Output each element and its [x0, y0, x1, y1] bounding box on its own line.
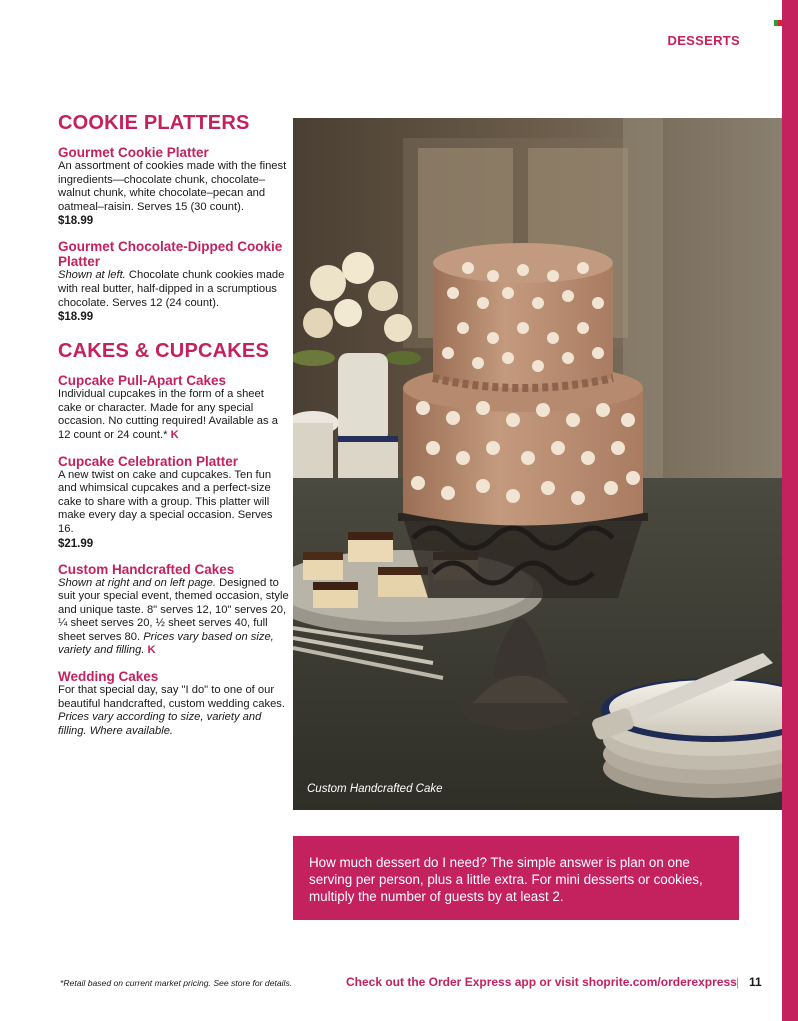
vase [338, 353, 388, 443]
item-note: Shown at left. [58, 269, 126, 282]
section-title-cakes-cupcakes: CAKES & CUPCAKES [58, 340, 270, 363]
item-title: Wedding Cakes [58, 669, 159, 685]
item-title: Cupcake Celebration Platter [58, 453, 239, 469]
kosher-mark: K [147, 644, 156, 657]
item-pricing-note: Prices vary based on size, variety and filling. [58, 630, 274, 657]
item-cupcake-celebration-platter [58, 454, 290, 551]
section-title-cookie-platters: COOKIE PLATTERS [58, 112, 250, 134]
kosher-mark: K [170, 428, 179, 441]
item-desc [58, 684, 290, 738]
tip-box [293, 836, 739, 920]
item-cupcake-pull-apart-cakes [58, 373, 290, 442]
item-desc-text: For that special day, say "I do" to one of our beautiful handcrafted, custom wedding cakes. [58, 684, 285, 710]
item-note: Shown at right and on left page. [58, 576, 216, 589]
item-chocolate-dipped-cookie-platter [58, 239, 290, 324]
section-tag: DESSERTS [667, 33, 740, 48]
page-number: 11 [749, 975, 762, 989]
registration-mark [774, 20, 782, 26]
item-pricing-note: Prices vary according to size, variety and filling. Where available. [58, 711, 262, 737]
item-gourmet-cookie-platter [58, 145, 290, 228]
item-desc-text: Designed to suit your special event, themed occasion, style and unique taste. 8" serves 12, 10" serves 20, ¼ sheet serves 20, ½ sheet serves 40, full sheet serves 80. [58, 576, 289, 643]
cake-photo-illustration [293, 118, 782, 810]
product-list [58, 112, 290, 749]
page-edge-bar [782, 0, 798, 1021]
item-desc-text: Individual cupcakes in the form of a sheet cake or character. Made for any special occasion. No cutting required! Available as a 12 count or 24 count.* [58, 388, 278, 441]
footnote: *Retail based on current market pricing. See store for details. [60, 978, 293, 988]
item-title: Cupcake Pull-Apart Cakes [58, 373, 227, 389]
cake-photo [293, 118, 782, 810]
item-wedding-cakes [58, 669, 290, 738]
item-price: $21.99 [58, 537, 94, 550]
item-price: $18.99 [58, 311, 94, 324]
item-title: Custom Handcrafted Cakes [58, 561, 235, 577]
item-desc-text: Chocolate chunk cookies made with real butter, half-dipped in a scrumptious chocolate. Serves 12 (24 count). [58, 269, 285, 309]
item-desc: An assortment of cookies made with the finest ingredients—chocolate chunk, chocolate–walnut chunk, white chocolate–pecan and oatmeal–raisin. Serves 15 (30 count). [58, 160, 287, 213]
item-price: $18.99 [58, 215, 94, 228]
photo-caption: Custom Handcrafted Cake [307, 783, 443, 795]
item-desc [58, 388, 290, 442]
teacup-rim [338, 436, 398, 442]
item-desc: A new twist on cake and cupcakes. Ten fun and whimsical cupcakes and a perfect-size cake to share with a group. This platter will make every day a special occasion. Serves 16. [58, 468, 273, 535]
item-desc [58, 269, 290, 310]
item-desc [58, 577, 290, 659]
tip-text: How much dessert do I need? The simple answer is plan on one serving per person, plus a little extra. For mini desserts or cookies, multiply the number of guests by at least 2. [309, 855, 703, 904]
item-title: Gourmet Cookie Platter [58, 145, 209, 160]
item-title: Gourmet Chocolate-Dipped Cookie Platter [58, 239, 283, 270]
footer-separator: | [736, 975, 740, 989]
order-express-link[interactable]: Check out the Order Express app or visit shoprite.com/orderexpress [346, 975, 737, 989]
teacup-body [293, 423, 333, 483]
item-custom-handcrafted-cakes [58, 562, 290, 659]
